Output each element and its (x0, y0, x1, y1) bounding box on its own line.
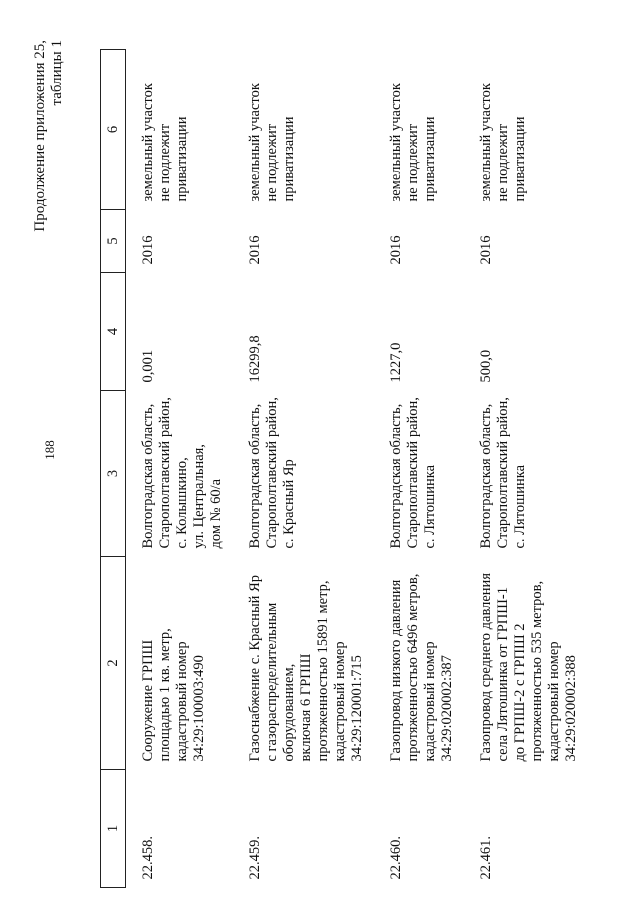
name-line: Газопровод низкого давления (388, 579, 404, 762)
address-line: Волгоградская область, (478, 403, 494, 549)
note-line: приватизации (281, 116, 297, 202)
name-line: протяженностью 535 метров, (529, 580, 545, 762)
year-cell (235, 210, 376, 273)
year: 2016 (478, 235, 494, 265)
year-cell (126, 210, 236, 273)
name-line: протяженностью 15891 метр, (315, 580, 331, 762)
address-cell (376, 391, 466, 557)
caption-line-1: Продолжение приложения 25, (32, 40, 48, 232)
table-caption (32, 40, 66, 232)
value: 500,0 (478, 349, 494, 383)
note-line: земельный участок (247, 83, 263, 202)
address-line: Старополтавский район, (264, 397, 280, 549)
name-line: до ГРПШ-2 с ГРПШ 2 (512, 623, 528, 762)
address-cell (466, 391, 590, 557)
name-line: площадью 1 кв. метр, (157, 628, 173, 762)
address-cell (235, 391, 376, 557)
header-col-2: 2 (101, 557, 126, 770)
object-name-cell (126, 557, 236, 770)
header-col-1: 1 (101, 770, 126, 888)
name-line: кадастровый номер (422, 641, 438, 762)
name-line: кадастровый номер (174, 641, 190, 762)
note-cell (235, 50, 376, 210)
value: 0,001 (140, 349, 156, 383)
address-line: с. Красный Яр (281, 459, 297, 549)
row-number: 22.460. (388, 836, 404, 880)
caption-line-2: таблицы 1 (49, 40, 65, 106)
table-row (235, 50, 376, 888)
address-line: с. Лятошинка (422, 464, 438, 549)
name-line: 34:29:100003:490 (191, 655, 207, 762)
page-number: 188 (42, 440, 57, 460)
address-line: Волгоградская область, (247, 403, 263, 549)
row-number: 22.461. (478, 836, 494, 880)
name-line: 34:29:120001:715 (349, 655, 365, 762)
name-line: протяженностью 6496 метров, (405, 573, 421, 762)
note-line: приватизации (422, 116, 438, 202)
table-row (126, 50, 236, 888)
address-line: ул. Центральная, (191, 444, 207, 549)
row-number-cell (126, 770, 236, 888)
property-table (100, 49, 590, 888)
name-line: кадастровый номер (546, 641, 562, 762)
year: 2016 (388, 235, 404, 265)
table-row (376, 50, 466, 888)
address-line: Старополтавский район, (495, 397, 511, 549)
name-line: кадастровый номер (332, 641, 348, 762)
note-line: приватизации (174, 116, 190, 202)
name-line: 34:29:020002:388 (563, 655, 579, 762)
note-line: не подлежит (264, 123, 280, 202)
note-line: земельный участок (478, 83, 494, 202)
year-cell (466, 210, 590, 273)
row-number: 22.459. (247, 836, 263, 880)
header-col-4: 4 (101, 273, 126, 391)
year: 2016 (140, 235, 156, 265)
note-line: не подлежит (157, 123, 173, 202)
address-line: Волгоградская область, (388, 403, 404, 549)
year-cell (376, 210, 466, 273)
header-col-6: 6 (101, 50, 126, 210)
value: 16299,8 (247, 335, 263, 383)
note-line: не подлежит (495, 123, 511, 202)
object-name-cell (466, 557, 590, 770)
note-line: не подлежит (405, 123, 421, 202)
name-line: с газораспределительным (264, 602, 280, 762)
name-line: Сооружение ГРПШ (140, 639, 156, 762)
address-line: Старополтавский район, (157, 397, 173, 549)
note-cell (466, 50, 590, 210)
row-number-cell (466, 770, 590, 888)
address-cell (126, 391, 236, 557)
row-number: 22.458. (140, 836, 156, 880)
value-cell (235, 273, 376, 391)
value-cell (466, 273, 590, 391)
name-line: Газоснабжение с. Красный Яр (247, 575, 263, 762)
table-body (126, 50, 591, 888)
address-line: Волгоградская область, (140, 403, 156, 549)
name-line: включая 6 ГРПШ (298, 653, 314, 762)
name-line: Газопровод среднего давления (478, 573, 494, 762)
address-line: дом № 60/а (208, 478, 224, 549)
name-line: села Лятошинка от ГРПШ-1 (495, 587, 511, 762)
address-line: Старополтавский район, (405, 397, 421, 549)
value-cell (126, 273, 236, 391)
address-line: с. Лятошинка (512, 464, 528, 549)
note-cell (376, 50, 466, 210)
name-line: 34:29:020002:387 (439, 655, 455, 762)
header-col-3: 3 (101, 391, 126, 557)
name-line: оборудованием, (281, 663, 297, 762)
note-line: приватизации (512, 116, 528, 202)
table-row (466, 50, 590, 888)
object-name-cell (376, 557, 466, 770)
object-name-cell (235, 557, 376, 770)
row-number-cell (235, 770, 376, 888)
value: 1227,0 (388, 342, 404, 383)
note-line: земельный участок (140, 83, 156, 202)
note-line: земельный участок (388, 83, 404, 202)
note-cell (126, 50, 236, 210)
header-col-5: 5 (101, 210, 126, 273)
row-number-cell (376, 770, 466, 888)
value-cell (376, 273, 466, 391)
address-line: с. Колышкино, (174, 457, 190, 549)
header-row (101, 50, 126, 888)
year: 2016 (247, 235, 263, 265)
